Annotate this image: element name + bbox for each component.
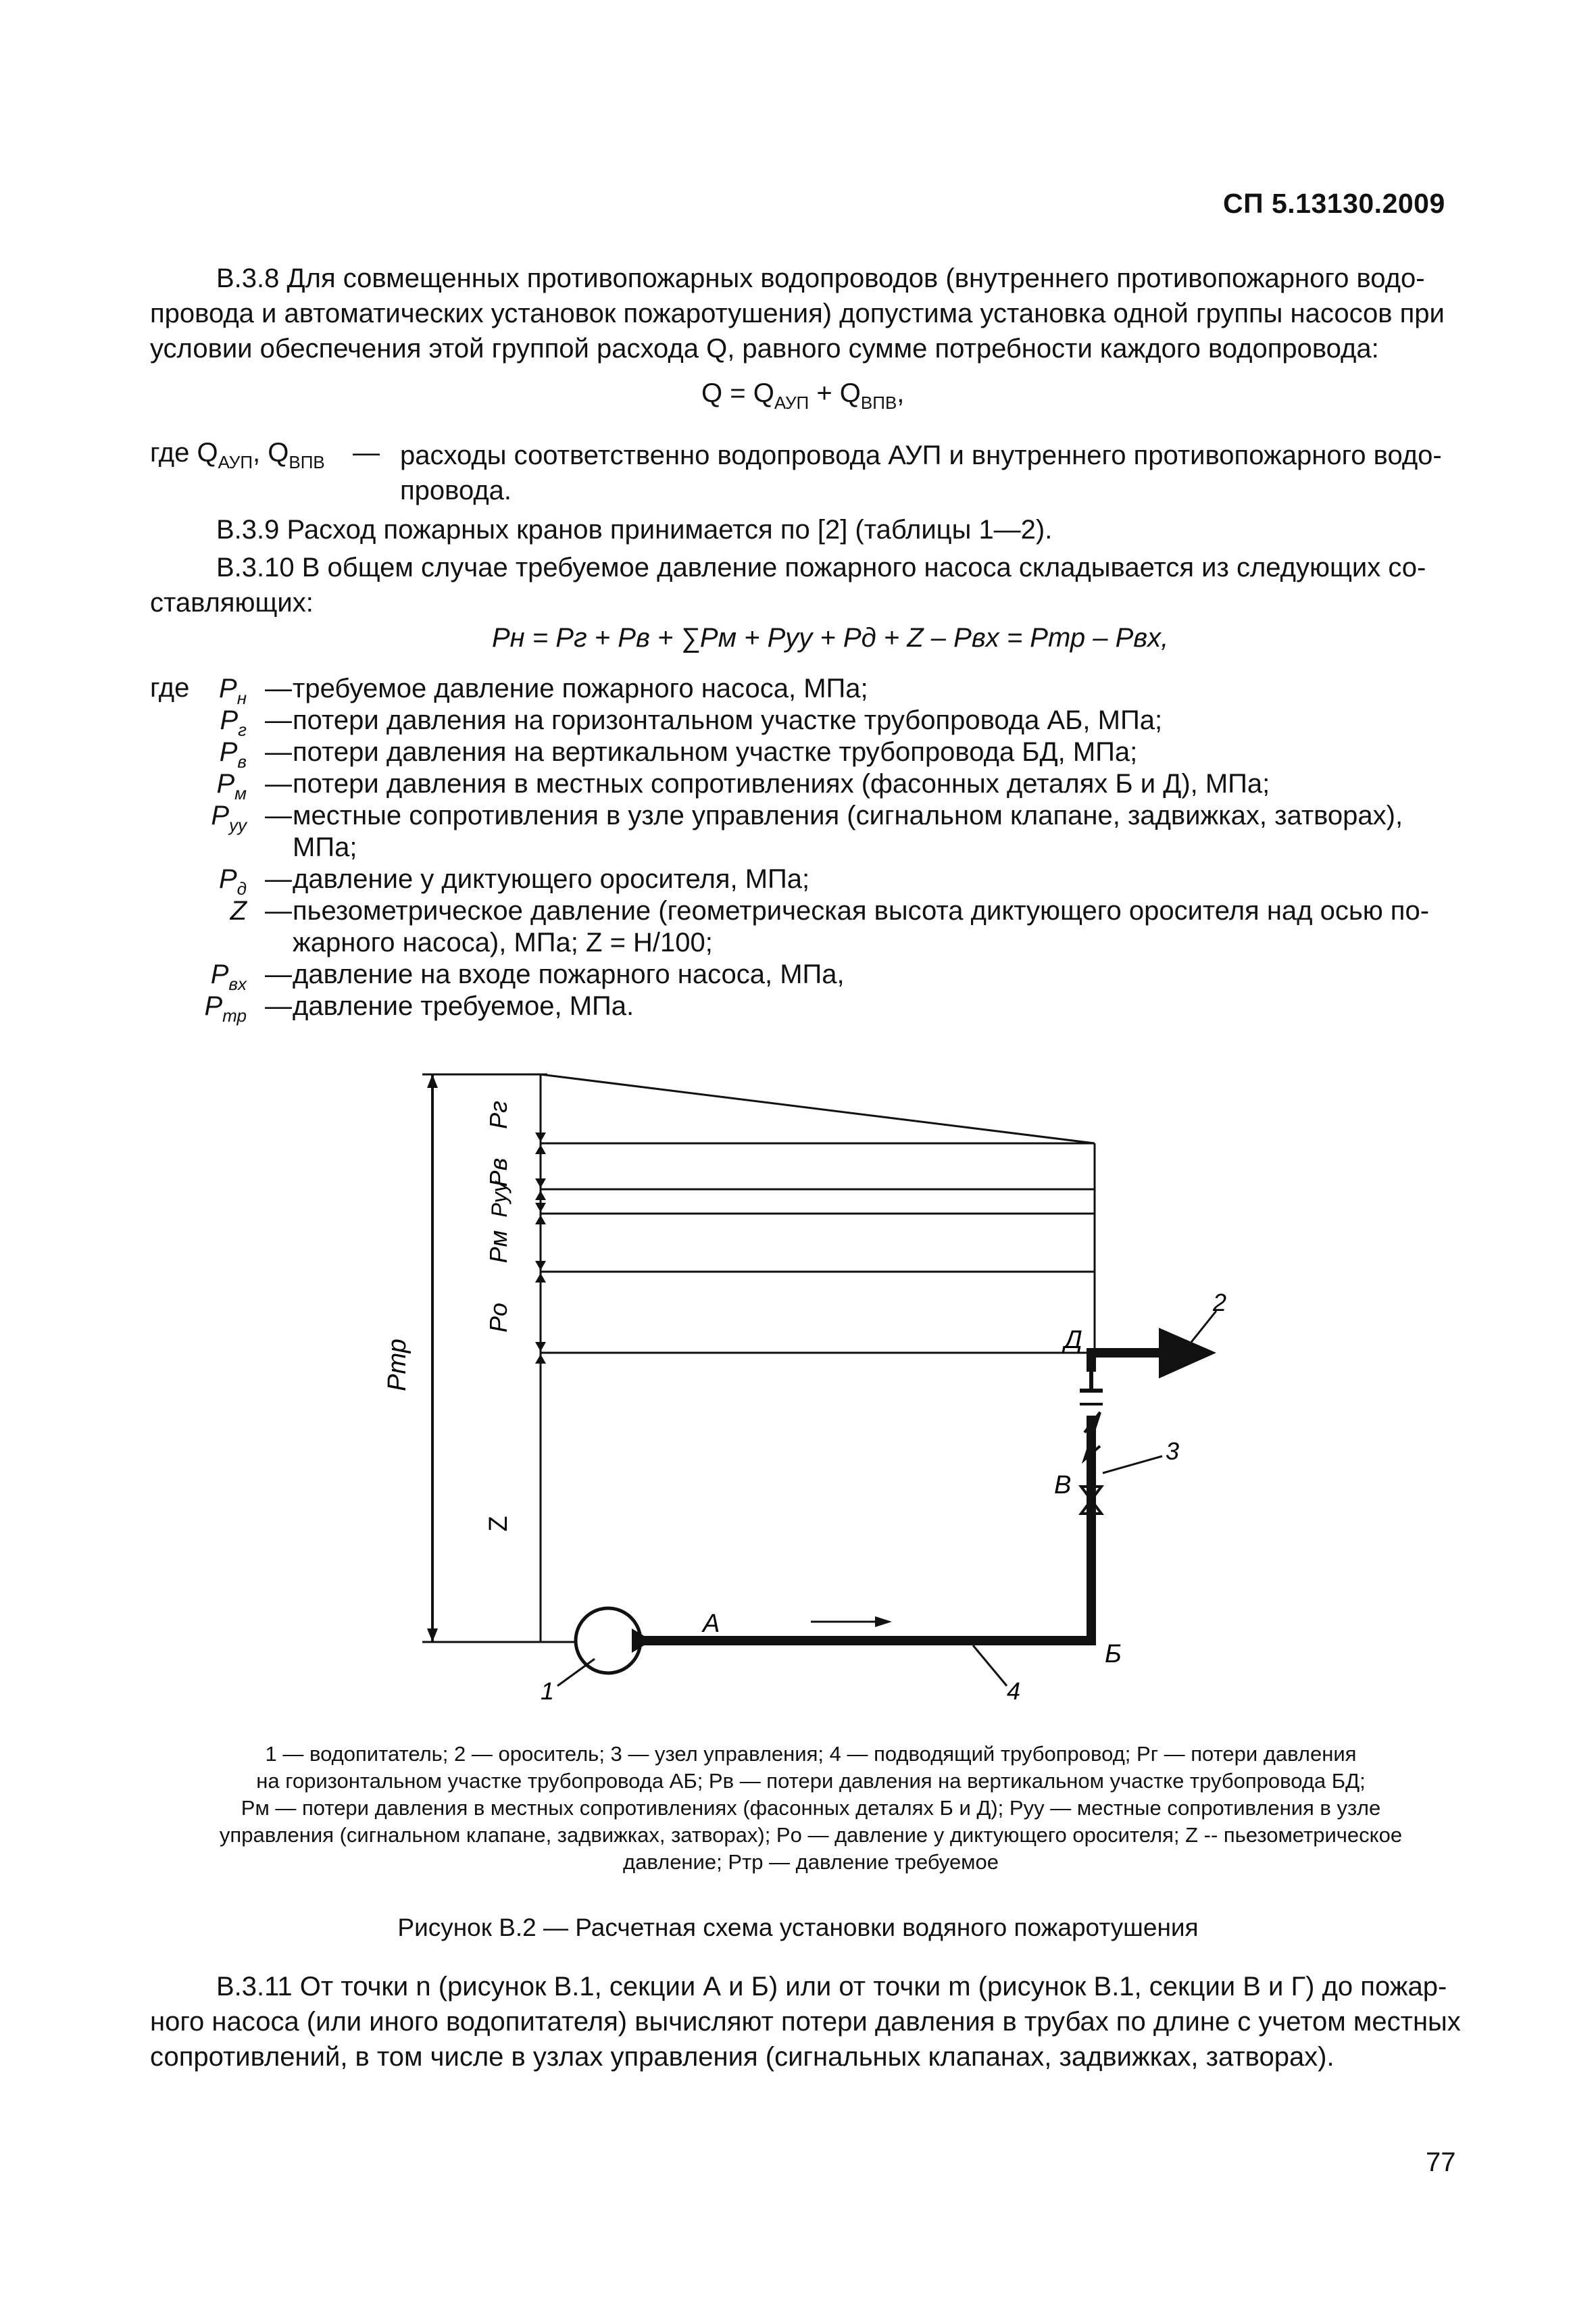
sloped-line <box>541 1074 1095 1143</box>
label-4: 4 <box>1007 1677 1021 1703</box>
label-pm: Pм <box>484 1230 512 1264</box>
dimension-tick <box>535 1178 546 1188</box>
caption-line: на горизонтальном участке трубопровода АБ; Pв — потери давления на вертикальном участке трубопровода БД; <box>256 1769 1366 1793</box>
formula-p: Pн = Pг + Pв + ∑Pм + Pуу + Pд + Z – Pвх = Pтр – Pвх, <box>492 623 1169 653</box>
dimension-tick <box>535 1203 546 1212</box>
figure-diagram <box>0 1054 1596 1703</box>
leader-line <box>973 1645 1007 1686</box>
legend-symbol-sub: вх <box>228 974 247 994</box>
label-3: 3 <box>1166 1437 1180 1465</box>
label-1: 1 <box>541 1677 555 1703</box>
legend-dash: — <box>265 737 292 767</box>
caption-line: давление; Pтр — давление требуемое <box>623 1850 999 1874</box>
formula-q-sub1: АУП <box>774 393 809 413</box>
legend-symbol-sub: в <box>237 751 247 772</box>
legend-symbol-sub: г <box>238 720 247 740</box>
legend-symbol: P <box>219 737 238 767</box>
label-point-b: Б <box>1105 1640 1122 1668</box>
legend-item <box>74 705 1473 740</box>
legend-where: где <box>150 673 190 703</box>
pipe-upper <box>1091 1353 1162 1372</box>
where-q-text-line1: расходы соответственно водопровода АУП и внутреннего противопожарного водо- <box>400 441 1442 470</box>
legend-symbol-sub: д <box>236 878 247 899</box>
paragraph-b311-line2: ного насоса (или иного водопитателя) вычисляют потери давления в трубах по длине с учетом местных <box>150 2007 1461 2037</box>
formula-q-sub2: ВПВ <box>860 393 897 413</box>
legend-dash: — <box>265 960 292 989</box>
label-po: Pо <box>484 1302 512 1333</box>
where-q-comma: , Q <box>253 438 289 468</box>
legend-text: давление на входе пожарного насоса, МПа, <box>293 960 845 989</box>
legend-symbol-sub: тр <box>222 1005 247 1026</box>
figure-caption <box>176 1741 1446 1876</box>
sprinkler-icon <box>1159 1328 1216 1378</box>
dimension-tick <box>535 1273 546 1283</box>
legend-symbol: Z <box>230 896 247 926</box>
legend-dash: — <box>265 705 292 735</box>
legend-symbol: P <box>211 801 229 830</box>
legend-text: потери давления на вертикальном участке трубопровода БД, МПа; <box>293 737 1138 767</box>
legend-text: давление требуемое, МПа. <box>293 991 634 1021</box>
caption-line: 1 — водопитатель; 2 — ороситель; 3 — узел управления; 4 — подводящий трубопровод; Pг — потери давления <box>265 1742 1357 1766</box>
dimension-tick <box>535 1354 546 1364</box>
caption-line: управления (сигнальном клапане, задвижках, затворах); Pо — давление у диктующего оросителя; Z -- пьезометрическое <box>219 1823 1403 1847</box>
legend-item <box>74 832 1473 864</box>
label-pyy: Pуу <box>487 1181 512 1218</box>
leader-line <box>557 1659 595 1686</box>
paragraph-b38-line2: провода и автоматических установок пожаротушения) допустима установка одной группы насосов при <box>150 299 1445 328</box>
leader-line <box>1189 1311 1216 1345</box>
pump-icon <box>576 1608 641 1673</box>
pump-arrow-icon <box>632 1628 652 1653</box>
legend-symbol: P <box>219 674 237 703</box>
where-q-text-line2: провода. <box>400 476 512 505</box>
arrowhead <box>427 1074 438 1088</box>
arrowhead <box>427 1628 438 1642</box>
legend-dash: — <box>265 769 292 799</box>
legend-dash: — <box>265 674 292 703</box>
leader-line <box>1103 1456 1162 1473</box>
legend-item <box>74 768 1473 803</box>
label-point-v: В <box>1054 1471 1072 1499</box>
legend-text: пьезометрическое давление (геометрическая высота диктующего оросителя над осью по- <box>293 896 1430 926</box>
label-point-a: А <box>703 1610 720 1638</box>
paragraph-b310-line1: В.3.10 В общем случае требуемое давление пожарного насоса складывается из следующих со- <box>216 553 1426 582</box>
legend-symbol: P <box>216 769 235 799</box>
dimension-tick <box>535 1261 546 1270</box>
where-q-text <box>400 438 1470 508</box>
formula-q-end: , <box>897 378 905 408</box>
label-2: 2 <box>1213 1289 1227 1316</box>
label-ptr: Pтр <box>383 1339 412 1391</box>
paragraph-b38-line3: условии обеспечения этой группой расхода Q, равного сумме потребности каждого водопровода: <box>150 334 1379 364</box>
paragraph-b310 <box>150 550 1470 620</box>
legend-symbol: P <box>218 864 237 894</box>
legend-text: давление у диктующего оросителя, МПа; <box>293 864 810 894</box>
dimension-tick <box>535 1132 546 1142</box>
paragraph-b39: В.3.9 Расход пожарных кранов принимается по [2] (таблицы 1—2). <box>216 515 1053 545</box>
legend-dash: — <box>265 864 292 894</box>
flow-arrowhead <box>875 1616 892 1627</box>
legend-text: потери давления в местных сопротивлениях (фасонных деталях Б и Д), МПа; <box>293 769 1270 799</box>
paragraph-b38 <box>150 261 1470 366</box>
legend-item <box>74 895 1473 927</box>
where-q-symbols <box>150 438 325 473</box>
paragraph-b311 <box>150 1969 1470 2074</box>
figure-title: Рисунок В.2 — Расчетная схема установки водяного пожаротушения <box>397 1914 1199 1941</box>
legend-symbol-sub: уу <box>229 815 247 835</box>
legend-item <box>74 927 1473 959</box>
legend-symbol-sub: м <box>234 783 247 803</box>
legend-item <box>74 991 1473 1026</box>
legend-text: требуемое давление пожарного насоса, МПа; <box>293 674 868 703</box>
label-z: Z <box>484 1516 513 1532</box>
formula-q-mid: + Q <box>809 378 861 408</box>
legend-item <box>74 737 1473 772</box>
legend-list <box>74 673 1473 1026</box>
legend-symbol-sub: н <box>236 688 247 708</box>
dimension-tick <box>535 1145 546 1154</box>
supply-pipe <box>635 1416 1091 1641</box>
paragraph-b311-line3: сопротивлений, в том числе в узлах управления (сигнальных клапанах, задвижках, затворах). <box>150 2042 1335 2072</box>
formula-q <box>701 378 904 414</box>
legend-text: жарного насоса), МПа; Z = H/100; <box>293 928 713 957</box>
paragraph-b310-line2: ставляющих: <box>150 588 314 618</box>
legend-dash: — <box>265 896 292 926</box>
legend-item <box>74 864 1473 899</box>
legend-dash: — <box>265 991 292 1021</box>
standard-code: СП 5.13130.2009 <box>1223 188 1445 219</box>
caption-line: Pм — потери давления в местных сопротивлениях (фасонных деталях Б и Д); Pуу — местные сопротивления в узле <box>241 1796 1381 1820</box>
legend-symbol: P <box>210 960 229 989</box>
legend-item <box>74 959 1473 994</box>
paragraph-b311-line1: В.3.11 От точки n (рисунок В.1, секции А и Б) или от точки m (рисунок В.1, секции В и Г) до пожар- <box>216 1972 1447 2001</box>
paragraph-b38-line1: В.3.8 Для совмещенных противопожарных водопроводов (внутреннего противопожарного водо- <box>216 264 1425 293</box>
dimension-tick <box>535 1215 546 1224</box>
where-q-dash: — <box>353 438 380 468</box>
legend-text: потери давления на горизонтальном участке трубопровода АБ, МПа; <box>293 705 1163 735</box>
where-q-prefix: где Q <box>150 438 218 468</box>
legend-text: местные сопротивления в узле управления (сигнальном клапане, задвижках, затворах), <box>293 801 1403 830</box>
formula-q-lhs: Q = Q <box>701 378 774 408</box>
dimension-tick <box>535 1342 546 1351</box>
dimension-tick <box>535 1191 546 1200</box>
label-pg: Pг <box>484 1101 512 1129</box>
legend-dash: — <box>265 801 292 830</box>
where-q-sub2: ВПВ <box>289 452 325 472</box>
label-point-d: Д <box>1064 1326 1082 1354</box>
legend-text: МПа; <box>293 832 357 862</box>
where-q-sub1: АУП <box>218 452 253 472</box>
legend-item <box>74 800 1473 835</box>
legend-item <box>74 673 1473 708</box>
label-pv: Pв <box>484 1158 512 1187</box>
legend-symbol: P <box>220 705 239 735</box>
legend-symbol: P <box>204 991 223 1021</box>
page-number: 77 <box>1426 2147 1456 2177</box>
